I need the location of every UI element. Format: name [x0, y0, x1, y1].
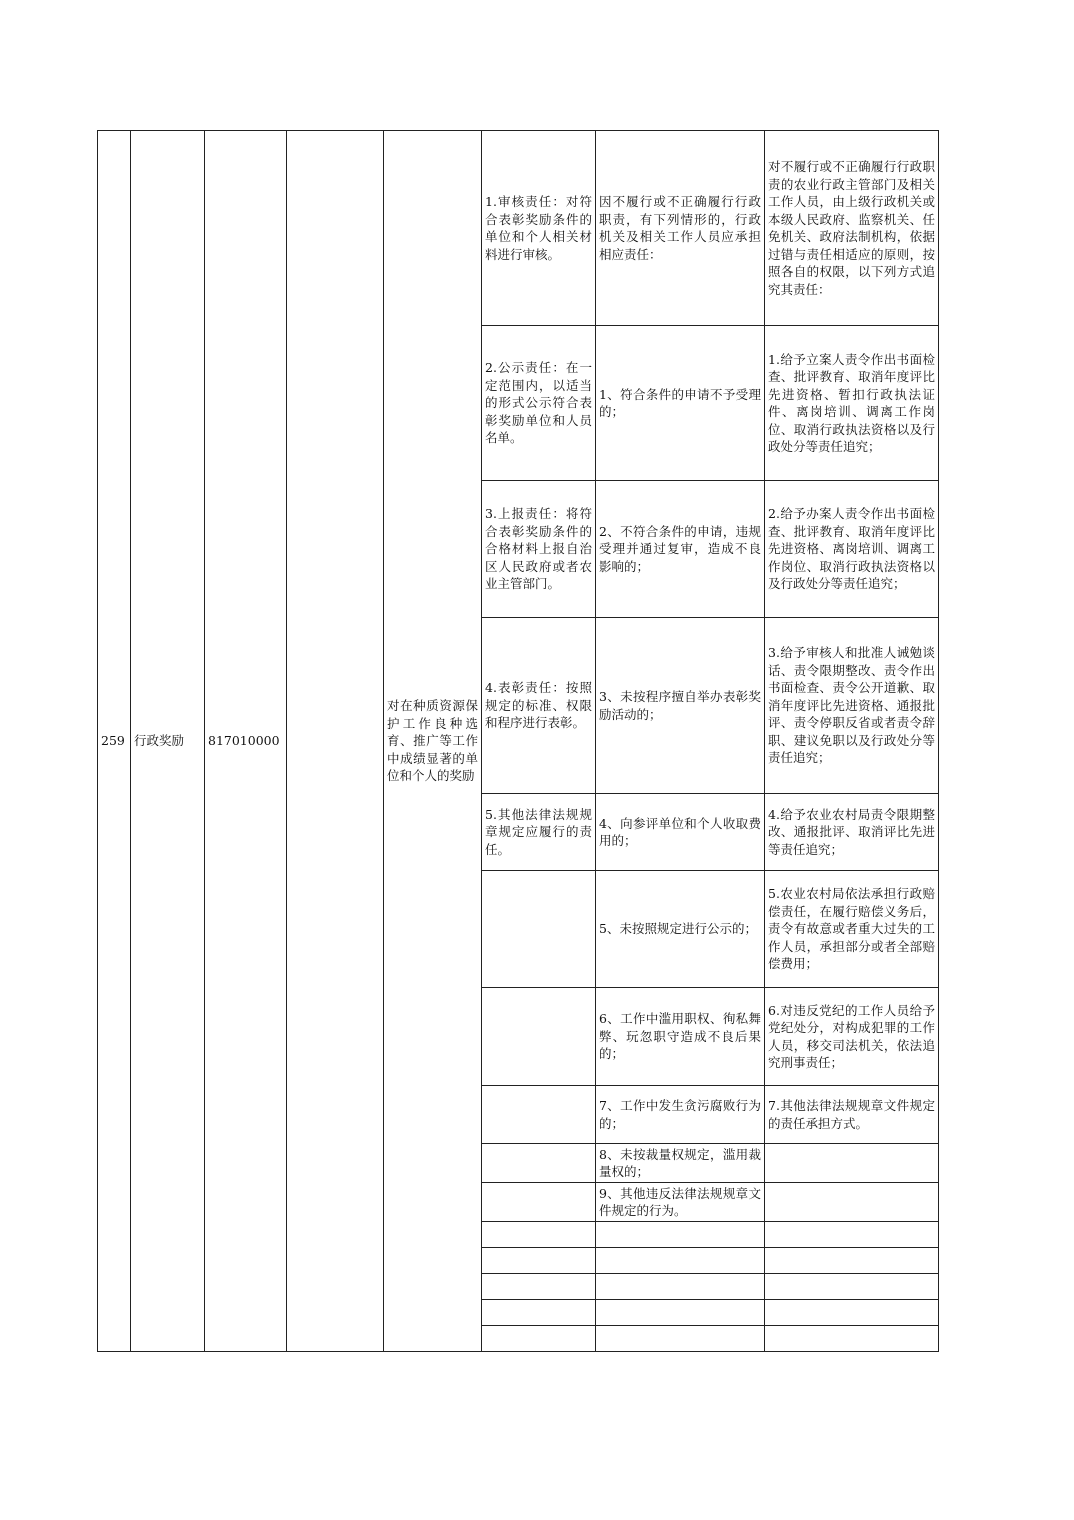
- situation-cell: 9、其他违反法律法规规章文件规定的行为。: [596, 1183, 765, 1222]
- item-name-cell: 对在种质资源保护工作良种选育、推广等工作中成绩显著的单位和个人的奖励: [384, 131, 482, 1352]
- seq-cell: 259: [98, 131, 131, 1352]
- responsibility-cell: [482, 1086, 596, 1144]
- code-cell: 817010000: [205, 131, 287, 1352]
- empty-cell: [482, 1222, 596, 1248]
- responsibility-cell: 2.公示责任：在一定范围内，以适当的形式公示符合表彰奖励单位和人员名单。: [482, 326, 596, 481]
- empty-cell: [482, 1326, 596, 1352]
- table-row: [98, 131, 939, 326]
- method-cell: 2.给予办案人责令作出书面检查、批评教育、取消年度评比先进资格、离岗培训、调离工作岗位、取消行政执法资格以及行政处分等责任追究；: [765, 481, 939, 618]
- responsibility-table: [97, 130, 939, 1352]
- method-cell: 4.给予农业农村局责令限期整改、通报批评、取消评比先进等责任追究；: [765, 794, 939, 871]
- responsibility-cell: 1.审核责任：对符合表彰奖励条件的单位和个人相关材料进行审核。: [482, 131, 596, 326]
- empty-cell: [596, 1326, 765, 1352]
- method-cell: 1.给予立案人责令作出书面检查、批评教育、取消年度评比先进资格、暂扣行政执法证件、离岗培训、调离工作岗位、取消行政执法资格以及行政处分等责任追究；: [765, 326, 939, 481]
- method-cell: [765, 1144, 939, 1183]
- responsibility-cell: [482, 1144, 596, 1183]
- responsibility-cell: [482, 1183, 596, 1222]
- responsibility-cell: [482, 871, 596, 988]
- situation-cell: 1、符合条件的申请不予受理的；: [596, 326, 765, 481]
- situation-cell: 3、未按程序擅自举办表彰奖励活动的；: [596, 618, 765, 794]
- category-cell: 行政奖励: [131, 131, 205, 1352]
- empty-cell: [765, 1274, 939, 1300]
- empty-cell: [596, 1248, 765, 1274]
- empty-cell: [596, 1274, 765, 1300]
- situation-cell: 5、未按照规定进行公示的；: [596, 871, 765, 988]
- responsibility-cell: 4.表彰责任：按照规定的标准、权限和程序进行表彰。: [482, 618, 596, 794]
- situation-cell: 因不履行或不正确履行行政职责，有下列情形的，行政机关及相关工作人员应承担相应责任：: [596, 131, 765, 326]
- empty-cell: [596, 1222, 765, 1248]
- responsibility-table-sheet: [97, 130, 938, 1352]
- responsibility-cell: [482, 988, 596, 1086]
- situation-cell: 6、工作中滥用职权、徇私舞弊、玩忽职守造成不良后果的；: [596, 988, 765, 1086]
- empty-cell: [482, 1248, 596, 1274]
- empty-cell: [765, 1248, 939, 1274]
- empty-cell: [482, 1300, 596, 1326]
- situation-cell: 7、工作中发生贪污腐败行为的；: [596, 1086, 765, 1144]
- responsibility-cell: 3.上报责任：将符合表彰奖励条件的合格材料上报自治区人民政府或者农业主管部门。: [482, 481, 596, 618]
- method-cell: 6.对违反党纪的工作人员给予党纪处分，对构成犯罪的工作人员，移交司法机关，依法追究刑事责任；: [765, 988, 939, 1086]
- method-cell: 5.农业农村局依法承担行政赔偿责任，在履行赔偿义务后，责令有故意或者重大过失的工作人员，承担部分或者全部赔偿费用；: [765, 871, 939, 988]
- situation-cell: 2、不符合条件的申请，违规受理并通过复审，造成不良影响的；: [596, 481, 765, 618]
- sub-item-cell: [287, 131, 384, 1352]
- empty-cell: [596, 1300, 765, 1326]
- empty-cell: [765, 1222, 939, 1248]
- empty-cell: [765, 1300, 939, 1326]
- empty-cell: [482, 1274, 596, 1300]
- method-cell: [765, 1183, 939, 1222]
- method-cell: 7.其他法律法规规章文件规定的责任承担方式。: [765, 1086, 939, 1144]
- situation-cell: 4、向参评单位和个人收取费用的；: [596, 794, 765, 871]
- responsibility-cell: 5.其他法律法规规章规定应履行的责任。: [482, 794, 596, 871]
- empty-cell: [765, 1326, 939, 1352]
- situation-cell: 8、未按裁量权规定，滥用裁量权的；: [596, 1144, 765, 1183]
- method-cell: 3.给予审核人和批准人诫勉谈话、责令限期整改、责令作出书面检查、责令公开道歉、取消年度评比先进资格、通报批评、责令停职反省或者责令辞职、建议免职以及行政处分等责任追究；: [765, 618, 939, 794]
- method-cell: 对不履行或不正确履行行政职责的农业行政主管部门及相关工作人员，由上级行政机关或本级人民政府、监察机关、任免机关、政府法制机构，依据过错与责任相适应的原则，按照各自的权限，以下列方式追究其责任：: [765, 131, 939, 326]
